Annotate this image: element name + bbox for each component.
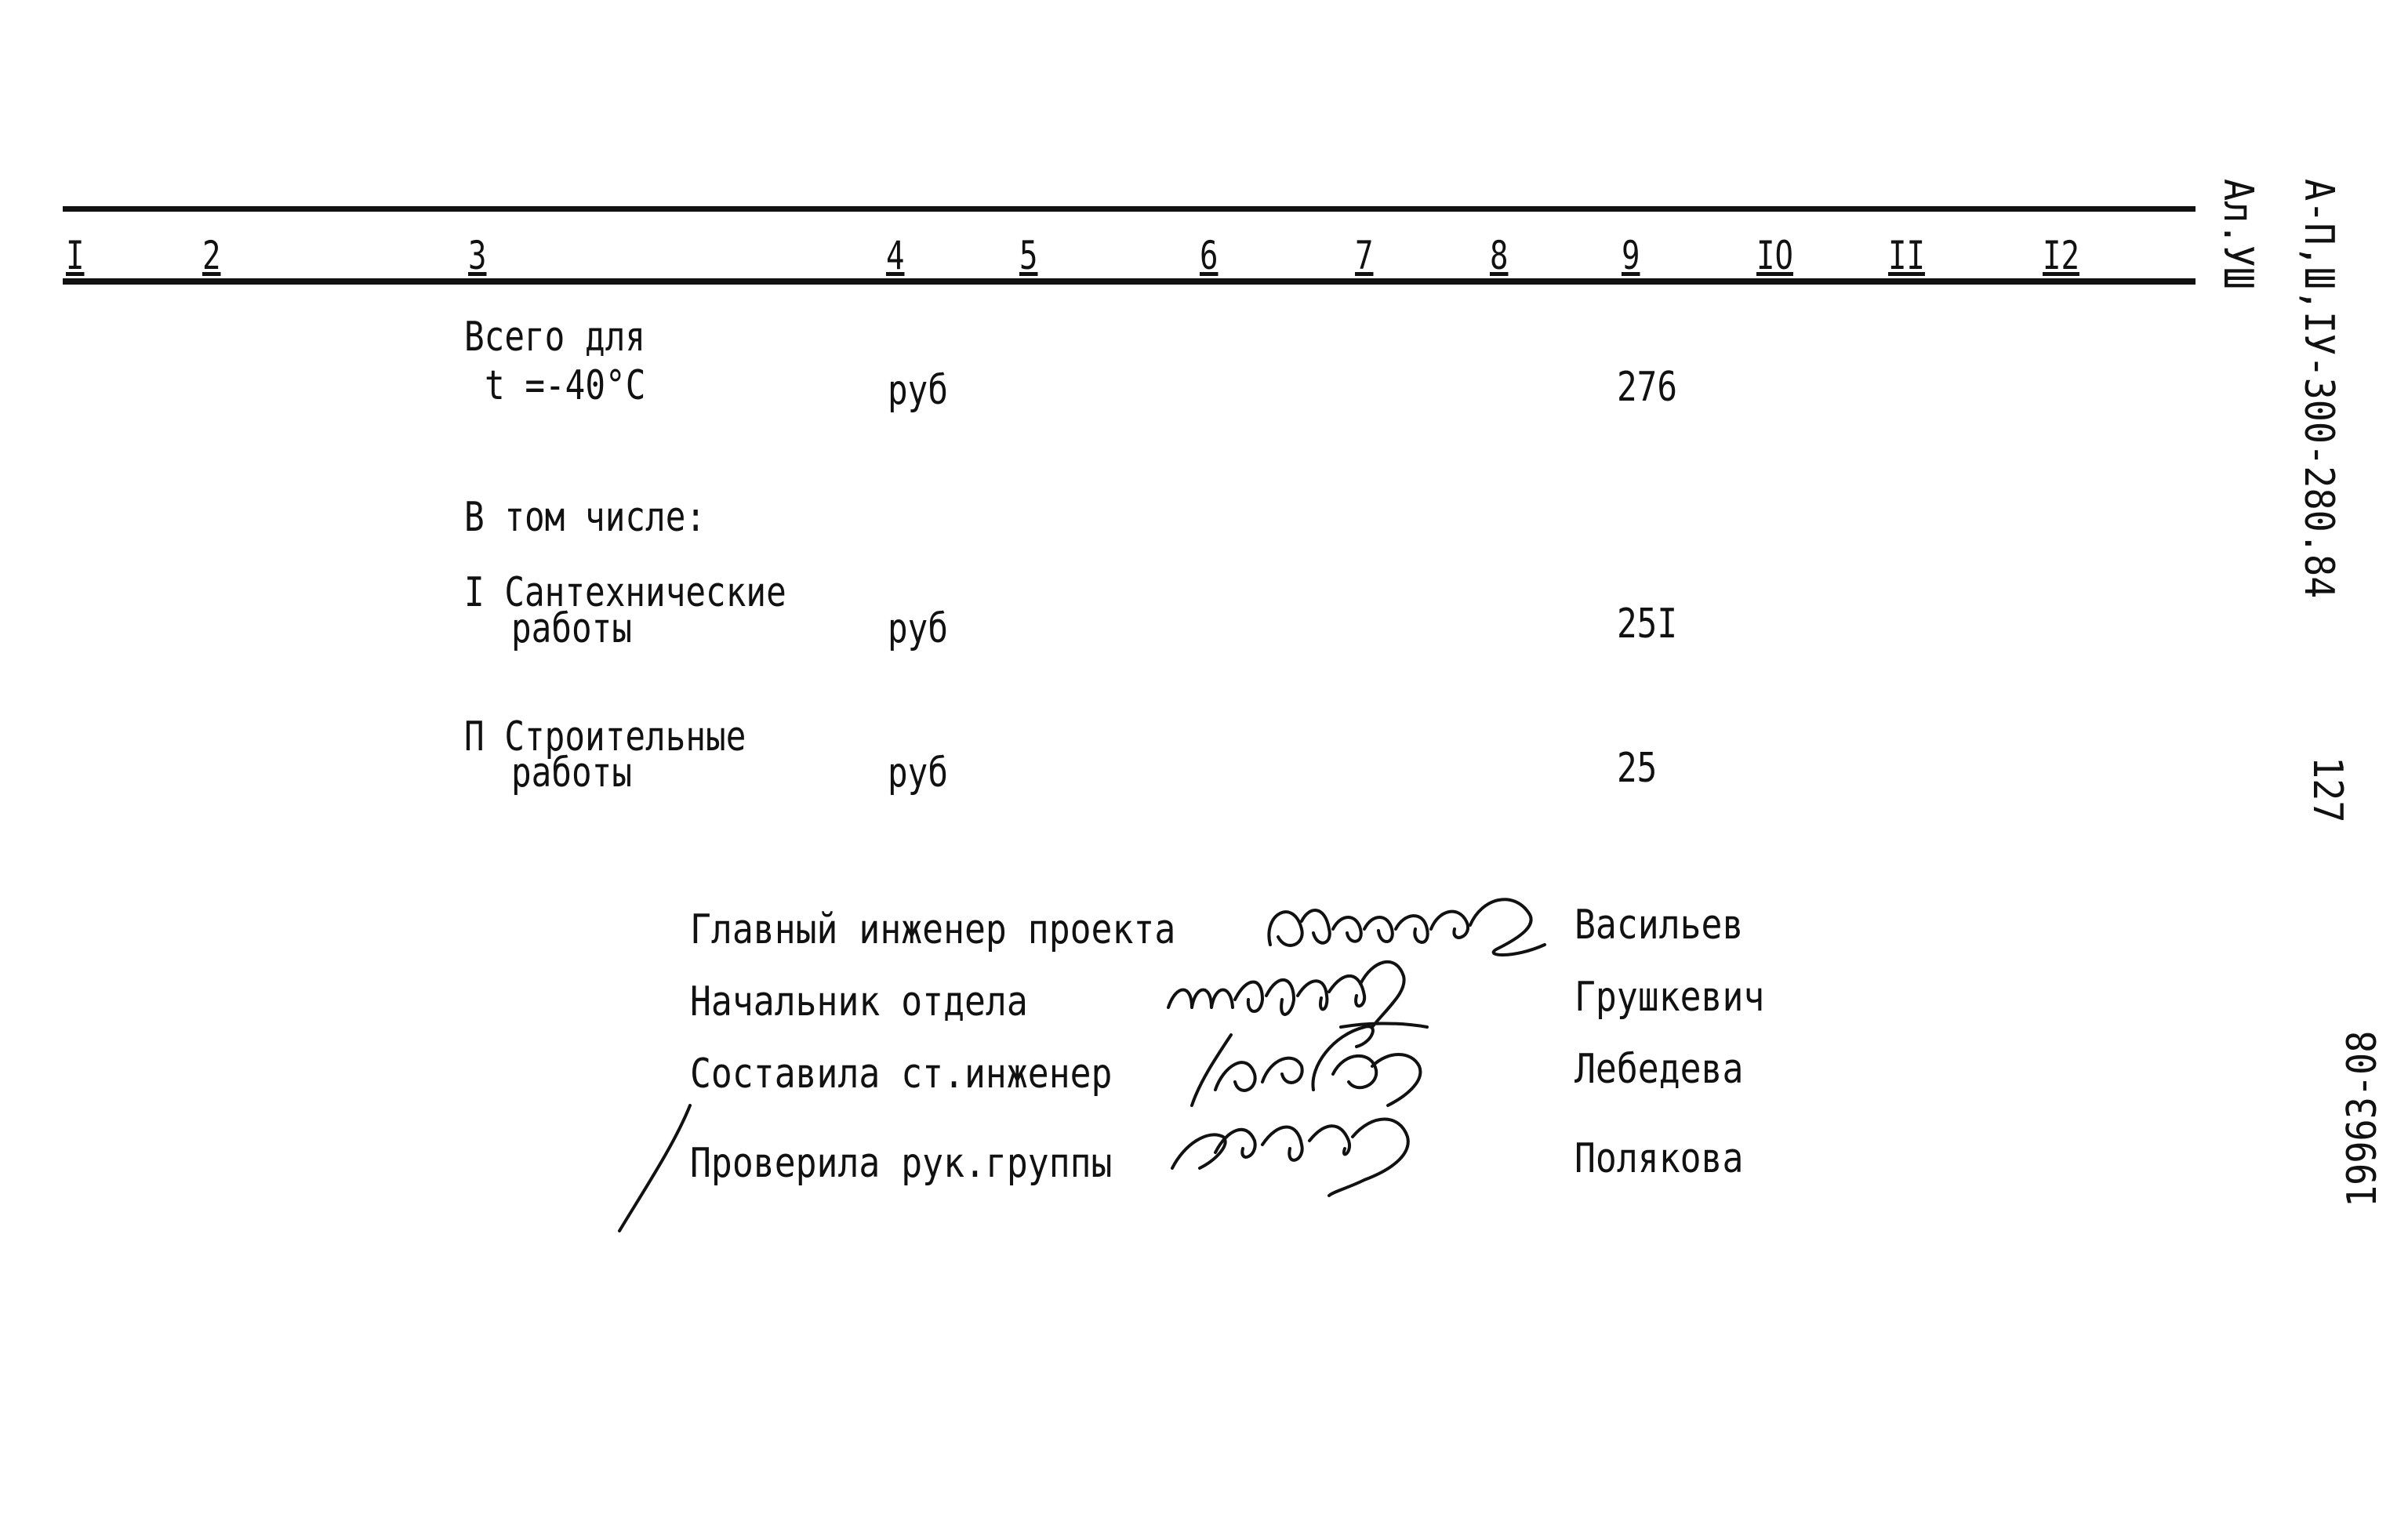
column-number: II [1888,233,1925,278]
signature-polyakova [1160,1105,1427,1200]
row-unit: руб [888,367,949,414]
row-label: В том числе: [464,494,706,541]
signature-name: Полякова [1574,1135,1744,1182]
column-number: I [66,233,85,278]
table-top-rule [63,206,2196,212]
inventory-number: 19963-08 [2339,1030,2386,1207]
signature-name: Васильев [1574,902,1744,949]
signature-role: Составила ст.инженер [690,1051,1113,1098]
row-value: 25I [1617,601,1678,648]
row-label-line2: работы [511,749,633,797]
row-unit: руб [888,749,949,797]
signature-role: Главный инженер проекта [690,906,1176,953]
row-label-line2: работы [511,605,633,652]
row-value: 276 [1617,364,1678,411]
column-number: 3 [468,233,487,278]
column-number: 9 [1622,233,1640,278]
column-number: IO [1756,233,1793,278]
signature-name: Грушкевич [1574,974,1765,1021]
column-number: 6 [1200,233,1219,278]
row-label-line1: I Сантехнические [464,569,786,616]
row-label-line2: t =-40°C [485,362,646,409]
column-number: 5 [1019,233,1038,278]
column-number: 7 [1355,233,1374,278]
sheet-code: Ал.УШ [2214,179,2261,289]
row-unit: руб [888,605,949,652]
row-label-line1: Всего для [464,314,646,361]
row-value: 25 [1617,745,1658,792]
signature-name: Лебедева [1574,1046,1744,1093]
column-number: 4 [886,233,905,278]
row-label-line1: П Строительные [464,713,746,760]
column-number: 2 [202,233,221,278]
table-header-rule [63,278,2196,285]
column-number: 8 [1490,233,1509,278]
project-code: А-П,Ш,ІУ-300-280.84 [2295,179,2342,599]
check-stroke-mark [612,1098,706,1239]
signature-role: Начальник отдела [690,978,1028,1025]
page-number: 127 [2304,757,2351,823]
signature-role: Проверила рук.группы [690,1140,1113,1187]
column-number: I2 [2043,233,2079,278]
